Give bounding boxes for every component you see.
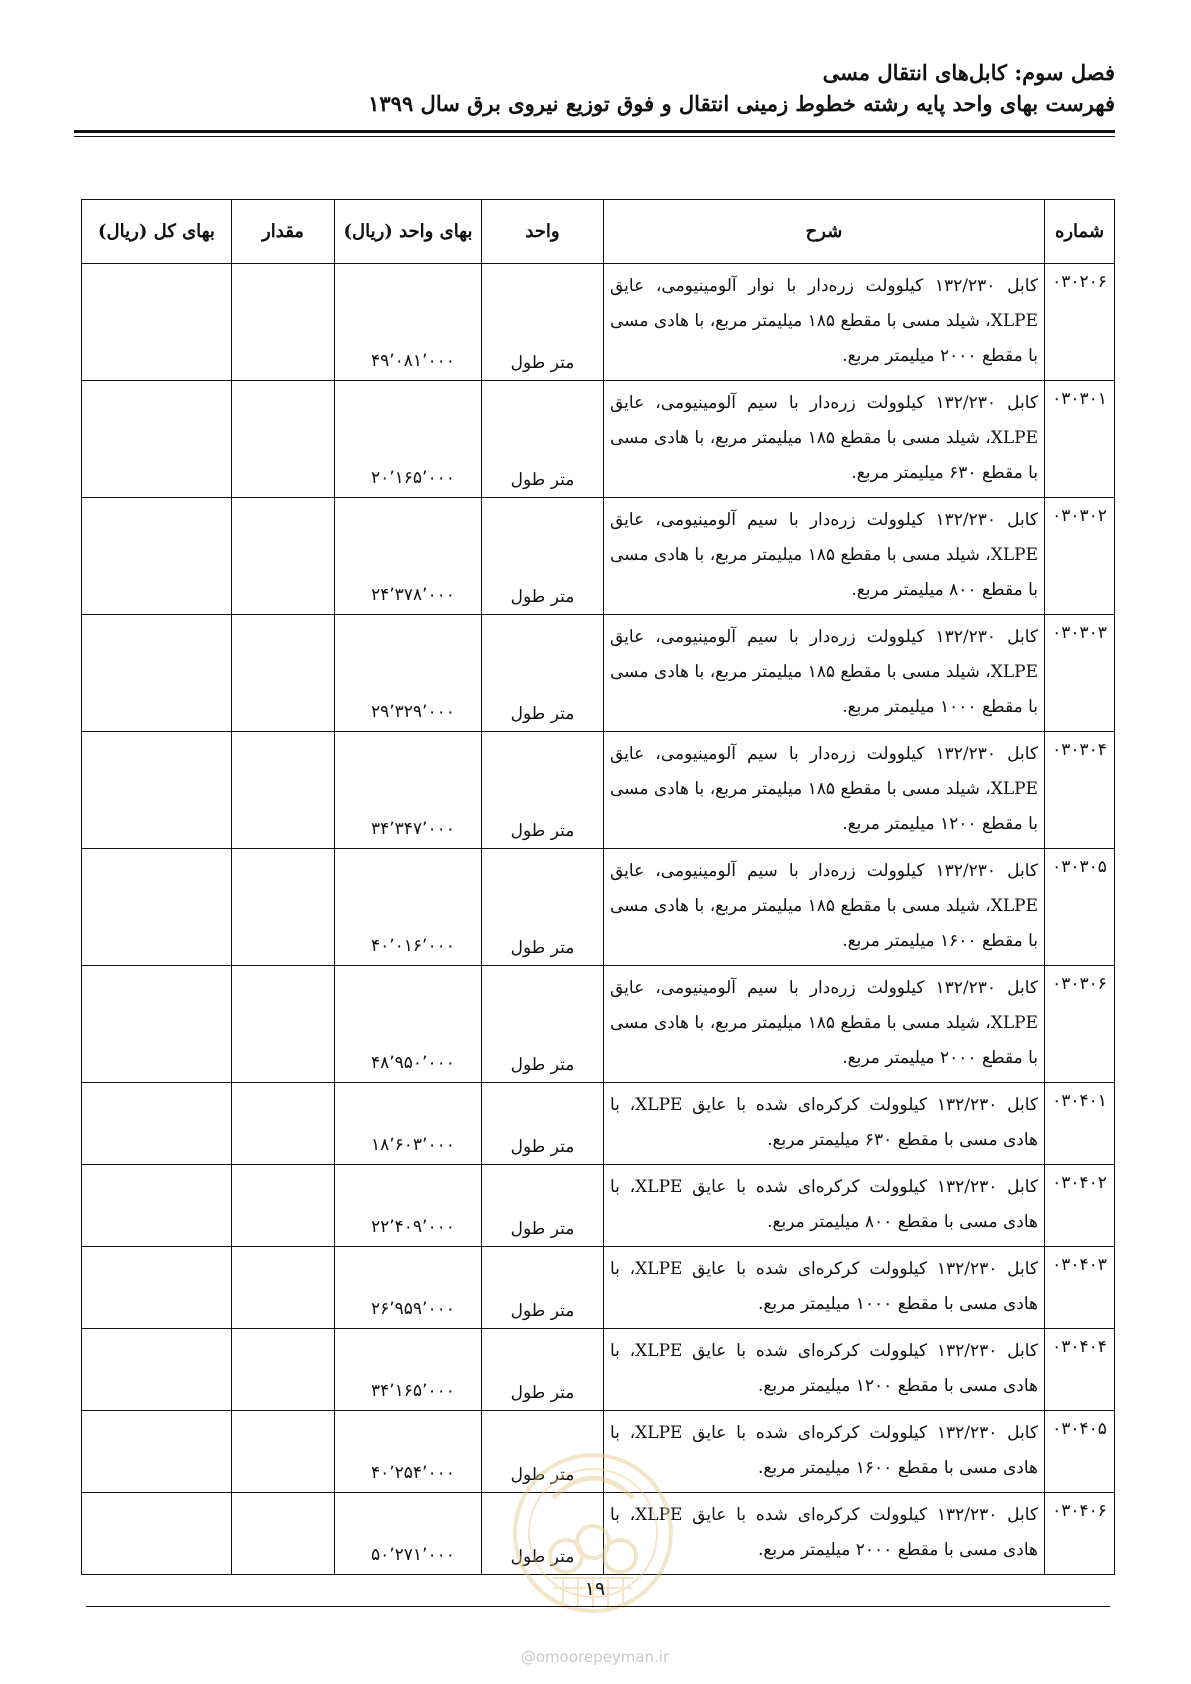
item-number: ۰۳۰۲۰۶ bbox=[1045, 264, 1115, 381]
item-unit-price: ۴۸٬۹۵۰٬۰۰۰ bbox=[335, 966, 482, 1083]
item-unit: متر طول bbox=[482, 849, 604, 966]
item-quantity bbox=[232, 264, 335, 381]
item-total-price bbox=[82, 966, 232, 1083]
item-number: ۰۳۰۴۰۶ bbox=[1045, 1493, 1115, 1575]
item-total-price bbox=[82, 732, 232, 849]
page-number: ۱۹ bbox=[584, 1578, 606, 1600]
item-quantity bbox=[232, 1329, 335, 1411]
price-list-title: فهرست بهای واحد پایه رشته خطوط زمینی انتقال و فوق توزیع نیروی برق سال ۱۳۹۹ bbox=[368, 91, 1115, 116]
item-unit-price: ۱۸٬۶۰۳٬۰۰۰ bbox=[335, 1083, 482, 1165]
item-number: ۰۳۰۳۰۳ bbox=[1045, 615, 1115, 732]
item-total-price bbox=[82, 1165, 232, 1247]
item-unit-price: ۳۴٬۱۶۵٬۰۰۰ bbox=[335, 1329, 482, 1411]
item-quantity bbox=[232, 849, 335, 966]
item-unit-price: ۳۴٬۳۴۷٬۰۰۰ bbox=[335, 732, 482, 849]
item-unit: متر طول bbox=[482, 1493, 604, 1575]
item-number: ۰۳۰۳۰۱ bbox=[1045, 381, 1115, 498]
item-description: کابل ۱۳۲/۲۳۰ کیلوولت زره‌دار با نوار آلومینیومی، عایق XLPE، شیلد مسی با مقطع ۱۸۵ میلیمتر مربع، با هادی مسی با مقطع ۲۰۰۰ میلیمتر مربع. bbox=[604, 264, 1045, 381]
item-unit: متر طول bbox=[482, 1329, 604, 1411]
table-row bbox=[82, 615, 1115, 732]
item-total-price bbox=[82, 615, 232, 732]
item-number: ۰۳۰۳۰۵ bbox=[1045, 849, 1115, 966]
item-quantity bbox=[232, 1411, 335, 1493]
item-unit-price: ۵۰٬۲۷۱٬۰۰۰ bbox=[335, 1493, 482, 1575]
table-row bbox=[82, 732, 1115, 849]
item-description: کابل ۱۳۲/۲۳۰ کیلوولت زره‌دار با سیم آلومینیومی، عایق XLPE، شیلد مسی با مقطع ۱۸۵ میلیمتر مربع، با هادی مسی با مقطع ۱۰۰۰ میلیمتر مربع. bbox=[604, 615, 1045, 732]
header-rule-thick bbox=[74, 130, 1115, 133]
header-number: شماره bbox=[1045, 200, 1115, 264]
header-unit-price: بهای واحد (ریال) bbox=[335, 200, 482, 264]
item-total-price bbox=[82, 1411, 232, 1493]
page-header bbox=[75, 58, 1115, 120]
item-description: کابل ۱۳۲/۲۳۰ کیلوولت زره‌دار با سیم آلومینیومی، عایق XLPE، شیلد مسی با مقطع ۱۸۵ میلیمتر مربع، با هادی مسی با مقطع ۸۰۰ میلیمتر مربع. bbox=[604, 498, 1045, 615]
item-unit-price: ۲۶٬۹۵۹٬۰۰۰ bbox=[335, 1247, 482, 1329]
item-unit-price: ۲۹٬۳۲۹٬۰۰۰ bbox=[335, 615, 482, 732]
item-total-price bbox=[82, 1083, 232, 1165]
item-quantity bbox=[232, 966, 335, 1083]
item-number: ۰۳۰۳۰۴ bbox=[1045, 732, 1115, 849]
table-row bbox=[82, 1083, 1115, 1165]
item-description: کابل ۱۳۲/۲۳۰ کیلوولت کرکره‌ای شده با عایق XLPE، با هادی مسی با مقطع ۱۰۰۰ میلیمتر مربع. bbox=[604, 1247, 1045, 1329]
item-total-price bbox=[82, 498, 232, 615]
table-row bbox=[82, 264, 1115, 381]
price-table bbox=[81, 199, 1115, 1575]
item-description: کابل ۱۳۲/۲۳۰ کیلوولت کرکره‌ای شده با عایق XLPE، با هادی مسی با مقطع ۱۶۰۰ میلیمتر مربع. bbox=[604, 1411, 1045, 1493]
item-total-price bbox=[82, 849, 232, 966]
table-header-row bbox=[82, 200, 1115, 264]
item-quantity bbox=[232, 732, 335, 849]
item-unit-price: ۴۹٬۰۸۱٬۰۰۰ bbox=[335, 264, 482, 381]
item-description: کابل ۱۳۲/۲۳۰ کیلوولت زره‌دار با سیم آلومینیومی، عایق XLPE، شیلد مسی با مقطع ۱۸۵ میلیمتر مربع، با هادی مسی با مقطع ۱۲۰۰ میلیمتر مربع. bbox=[604, 732, 1045, 849]
item-number: ۰۳۰۴۰۳ bbox=[1045, 1247, 1115, 1329]
header-rule-thin bbox=[74, 136, 1115, 137]
header-description: شرح bbox=[604, 200, 1045, 264]
item-description: کابل ۱۳۲/۲۳۰ کیلوولت کرکره‌ای شده با عایق XLPE، با هادی مسی با مقطع ۱۲۰۰ میلیمتر مربع. bbox=[604, 1329, 1045, 1411]
item-description: کابل ۱۳۲/۲۳۰ کیلوولت زره‌دار با سیم آلومینیومی، عایق XLPE، شیلد مسی با مقطع ۱۸۵ میلیمتر مربع، با هادی مسی با مقطع ۶۳۰ میلیمتر مربع. bbox=[604, 381, 1045, 498]
table-row bbox=[82, 849, 1115, 966]
item-unit-price: ۲۲٬۴۰۹٬۰۰۰ bbox=[335, 1165, 482, 1247]
item-number: ۰۳۰۴۰۴ bbox=[1045, 1329, 1115, 1411]
item-total-price bbox=[82, 1493, 232, 1575]
item-description: کابل ۱۳۲/۲۳۰ کیلوولت کرکره‌ای شده با عایق XLPE، با هادی مسی با مقطع ۸۰۰ میلیمتر مربع. bbox=[604, 1165, 1045, 1247]
item-unit-price: ۴۰٬۰۱۶٬۰۰۰ bbox=[335, 849, 482, 966]
item-description: کابل ۱۳۲/۲۳۰ کیلوولت زره‌دار با سیم آلومینیومی، عایق XLPE، شیلد مسی با مقطع ۱۸۵ میلیمتر مربع، با هادی مسی با مقطع ۲۰۰۰ میلیمتر مربع. bbox=[604, 966, 1045, 1083]
table-row bbox=[82, 1165, 1115, 1247]
item-unit-price: ۲۴٬۳۷۸٬۰۰۰ bbox=[335, 498, 482, 615]
chapter-title: فصل سوم: کابل‌های انتقال مسی bbox=[822, 60, 1115, 85]
item-unit: متر طول bbox=[482, 966, 604, 1083]
item-unit-price: ۴۰٬۲۵۴٬۰۰۰ bbox=[335, 1411, 482, 1493]
item-quantity bbox=[232, 498, 335, 615]
footer-rule bbox=[86, 1606, 1110, 1607]
item-unit: متر طول bbox=[482, 1165, 604, 1247]
item-quantity bbox=[232, 1247, 335, 1329]
item-total-price bbox=[82, 381, 232, 498]
item-unit: متر طول bbox=[482, 1083, 604, 1165]
item-number: ۰۳۰۴۰۵ bbox=[1045, 1411, 1115, 1493]
item-unit: متر طول bbox=[482, 732, 604, 849]
item-total-price bbox=[82, 264, 232, 381]
item-number: ۰۳۰۴۰۱ bbox=[1045, 1083, 1115, 1165]
item-number: ۰۳۰۴۰۲ bbox=[1045, 1165, 1115, 1247]
item-unit: متر طول bbox=[482, 1411, 604, 1493]
item-number: ۰۳۰۳۰۶ bbox=[1045, 966, 1115, 1083]
item-unit-price: ۲۰٬۱۶۵٬۰۰۰ bbox=[335, 381, 482, 498]
item-quantity bbox=[232, 1165, 335, 1247]
item-unit: متر طول bbox=[482, 498, 604, 615]
header-total-price: بهای کل (ریال) bbox=[82, 200, 232, 264]
table-row bbox=[82, 498, 1115, 615]
table-row bbox=[82, 1329, 1115, 1411]
watermark-url: @omoorepeyman.ir bbox=[520, 1648, 670, 1666]
table-row bbox=[82, 966, 1115, 1083]
item-quantity bbox=[232, 615, 335, 732]
item-quantity bbox=[232, 1493, 335, 1575]
item-quantity bbox=[232, 381, 335, 498]
item-unit: متر طول bbox=[482, 1247, 604, 1329]
item-unit: متر طول bbox=[482, 264, 604, 381]
item-unit: متر طول bbox=[482, 615, 604, 732]
table-row bbox=[82, 1247, 1115, 1329]
item-unit: متر طول bbox=[482, 381, 604, 498]
item-description: کابل ۱۳۲/۲۳۰ کیلوولت کرکره‌ای شده با عایق XLPE، با هادی مسی با مقطع ۶۳۰ میلیمتر مربع. bbox=[604, 1083, 1045, 1165]
item-total-price bbox=[82, 1329, 232, 1411]
item-total-price bbox=[82, 1247, 232, 1329]
item-description: کابل ۱۳۲/۲۳۰ کیلوولت کرکره‌ای شده با عایق XLPE، با هادی مسی با مقطع ۲۰۰۰ میلیمتر مربع. bbox=[604, 1493, 1045, 1575]
table-row bbox=[82, 381, 1115, 498]
item-number: ۰۳۰۳۰۲ bbox=[1045, 498, 1115, 615]
header-quantity: مقدار bbox=[232, 200, 335, 264]
item-quantity bbox=[232, 1083, 335, 1165]
header-unit: واحد bbox=[482, 200, 604, 264]
item-description: کابل ۱۳۲/۲۳۰ کیلوولت زره‌دار با سیم آلومینیومی، عایق XLPE، شیلد مسی با مقطع ۱۸۵ میلیمتر مربع، با هادی مسی با مقطع ۱۶۰۰ میلیمتر مربع. bbox=[604, 849, 1045, 966]
